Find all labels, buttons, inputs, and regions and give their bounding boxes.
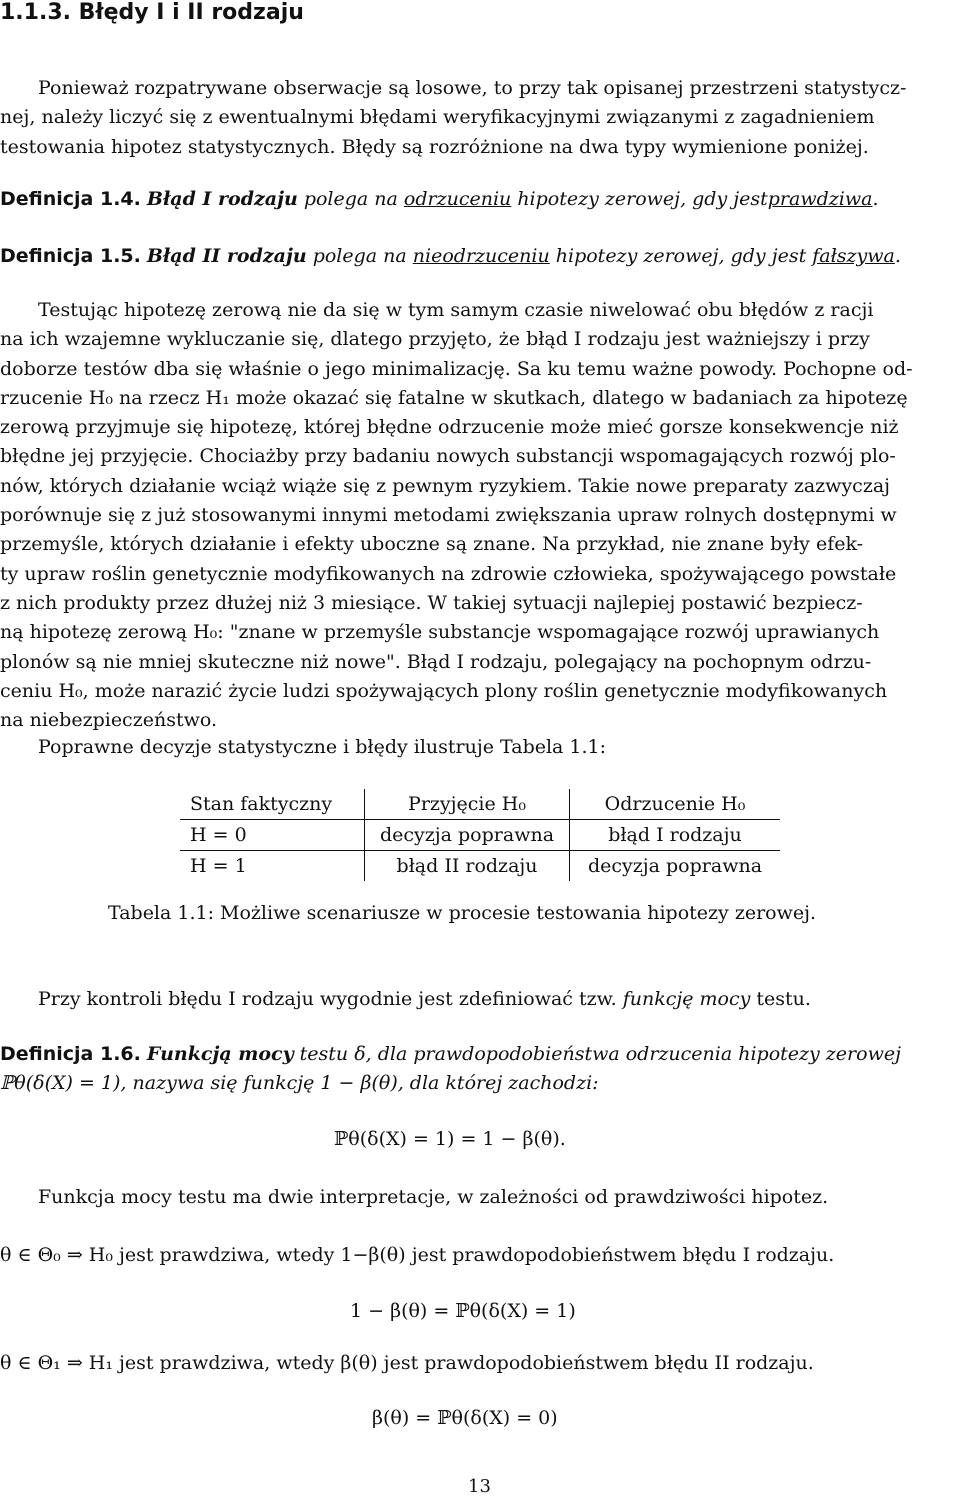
table-header-cell: Stan faktyczny bbox=[180, 789, 365, 820]
case-theta-0: θ ∈ Θ₀ ⇒ H₀ jest prawdziwa, wtedy 1−β(θ) jest prawdopodobieństwem błędu I rodzaju. bbox=[0, 1244, 835, 1266]
text-line: doborze testów dba się właśnie o jego minimalizację. Sa ku temu ważne powody. Pochopne od- bbox=[0, 357, 913, 380]
equation-power: ℙθ(δ(X) = 1) = 1 − β(θ). bbox=[334, 1128, 566, 1150]
table-row bbox=[180, 820, 780, 851]
text-line: ty upraw roślin genetycznie modyfikowanych na zdrowie człowieka, spożywającego powstałe bbox=[0, 562, 897, 585]
definition-1-4: Definicja 1.4. Błąd I rodzaju polega na odrzuceniu hipotezy zerowej, gdy jestprawdziwa. bbox=[0, 188, 879, 210]
definition-1-5: Definicja 1.5. Błąd II rodzaju polega na nieodrzuceniu hipotezy zerowej, gdy jest fałszywa. bbox=[0, 245, 901, 267]
text-line: plonów są nie mniej skuteczne niż nowe". Błąd I rodzaju, polegający na pochopnym odrzu- bbox=[0, 650, 872, 673]
section-title: 1.1.3. Błędy I i II rodzaju bbox=[0, 0, 304, 25]
text-line: przemyśle, których działanie i efekty uboczne są znane. Na przykład, nie znane były efek- bbox=[0, 533, 864, 556]
text-line: Ponieważ rozpatrywane obserwacje są losowe, to przy tak opisanej przestrzeni statystycz- bbox=[38, 77, 907, 99]
text-line: na ich wzajemne wykluczanie się, dlatego przyjęto, że błąd I rodzaju jest ważniejszy i przy bbox=[0, 328, 870, 351]
table-caption: Tabela 1.1: Możliwe scenariusze w procesie testowania hipotezy zerowej. bbox=[108, 902, 817, 924]
body-paragraph bbox=[0, 296, 960, 735]
table-cell: decyzja poprawna bbox=[365, 820, 570, 851]
underlined-word: prawdziwa bbox=[767, 188, 873, 210]
definition-label: Definicja 1.4. bbox=[0, 188, 141, 210]
case-theta-1: θ ∈ Θ₁ ⇒ H₁ jest prawdziwa, wtedy β(θ) jest prawdopodobieństwem błędu II rodzaju. bbox=[0, 1352, 814, 1374]
text-line: ceniu H₀, może narazić życie ludzi spożywających plony roślin genetycznie modyfikowanych bbox=[0, 679, 888, 702]
definition-1-6: Definicja 1.6. Funkcją mocy testu δ, dla prawdopodobieństwa odrzucenia hipotezy zerowej bbox=[0, 1043, 901, 1065]
page-number: 13 bbox=[468, 1476, 491, 1497]
table-row bbox=[180, 851, 780, 882]
intro-paragraph bbox=[0, 74, 960, 162]
definition-term: Funkcją mocy bbox=[146, 1043, 294, 1065]
text-line: rzucenie H₀ na rzecz H₁ może okazać się fatalne w skutkach, dlatego w badaniach za hipotezę bbox=[0, 386, 908, 409]
power-intro: Przy kontroli błędu I rodzaju wygodnie jest zdefiniować tzw. funkcję mocy testu. bbox=[38, 988, 811, 1010]
text-line: na niebezpieczeństwo. bbox=[0, 709, 217, 732]
decision-table bbox=[180, 789, 780, 881]
text-line: nej, należy liczyć się z ewentualnymi błędami weryfikacyjnymi związanymi z zagadnieniem bbox=[0, 106, 875, 129]
table-header-row bbox=[180, 789, 780, 820]
table-cell: H = 1 bbox=[180, 851, 365, 882]
underlined-word: odrzuceniu bbox=[403, 188, 512, 210]
text-line: Testując hipotezę zerową nie da się w tym samym czasie niwelować obu błędów z racji bbox=[38, 299, 874, 321]
table-cell: błąd I rodzaju bbox=[570, 820, 781, 851]
table-header-cell: Przyjęcie H₀ bbox=[365, 789, 570, 820]
table-cell: błąd II rodzaju bbox=[365, 851, 570, 882]
equation-type2: β(θ) = ℙθ(δ(X) = 0) bbox=[372, 1407, 558, 1429]
text-line: testowania hipotez statystycznych. Błędy są rozróżnione na dwa typy wymienione poniżej. bbox=[0, 135, 869, 158]
text-line: ną hipotezę zerową H₀: "znane w przemyśle substancje wspomagające rozwój uprawianych bbox=[0, 621, 880, 644]
definition-term: Błąd II rodzaju bbox=[146, 245, 307, 267]
text-line: błędne jej przyjęcie. Chociażby przy badaniu nowych substancji wspomagających rozwój plo- bbox=[0, 445, 896, 468]
table-cell: H = 0 bbox=[180, 820, 365, 851]
definition-label: Definicja 1.6. bbox=[0, 1043, 141, 1065]
emphasized-term: funkcję mocy bbox=[622, 988, 751, 1010]
text-line: zerową przyjmuje się hipotezę, której błędne odrzucenie może mieć gorsze konsekwencje niż bbox=[0, 416, 899, 439]
definition-1-6-line2: ℙθ(δ(X) = 1), nazywa się funkcję 1 − β(θ), dla której zachodzi: bbox=[0, 1072, 599, 1094]
table-intro: Poprawne decyzje statystyczne i błędy ilustruje Tabela 1.1: bbox=[38, 736, 607, 758]
definition-term: Błąd I rodzaju bbox=[146, 188, 298, 210]
table-cell: decyzja poprawna bbox=[587, 855, 763, 877]
table-header-cell: Odrzucenie H₀ bbox=[570, 789, 781, 820]
text-line: z nich produkty przez dłużej niż 3 miesiące. W takiej sytuacji najlepiej postawić bezpiecz- bbox=[0, 591, 863, 614]
underlined-word: fałszywa bbox=[812, 245, 895, 267]
text-line: nów, których działanie wciąż wiąże się z pewnym ryzykiem. Takie nowe preparaty zazwyczaj bbox=[0, 474, 891, 497]
interpretation-intro: Funkcja mocy testu ma dwie interpretacje, w zależności od prawdziwości hipotez. bbox=[38, 1186, 829, 1208]
underlined-word: nieodrzuceniu bbox=[412, 245, 550, 267]
definition-label: Definicja 1.5. bbox=[0, 245, 141, 267]
equation-type1: 1 − β(θ) = ℙθ(δ(X) = 1) bbox=[350, 1300, 576, 1322]
text-line: porównuje się z już stosowanymi innymi metodami zwiększania upraw rolnych dostępnymi w bbox=[0, 504, 897, 527]
